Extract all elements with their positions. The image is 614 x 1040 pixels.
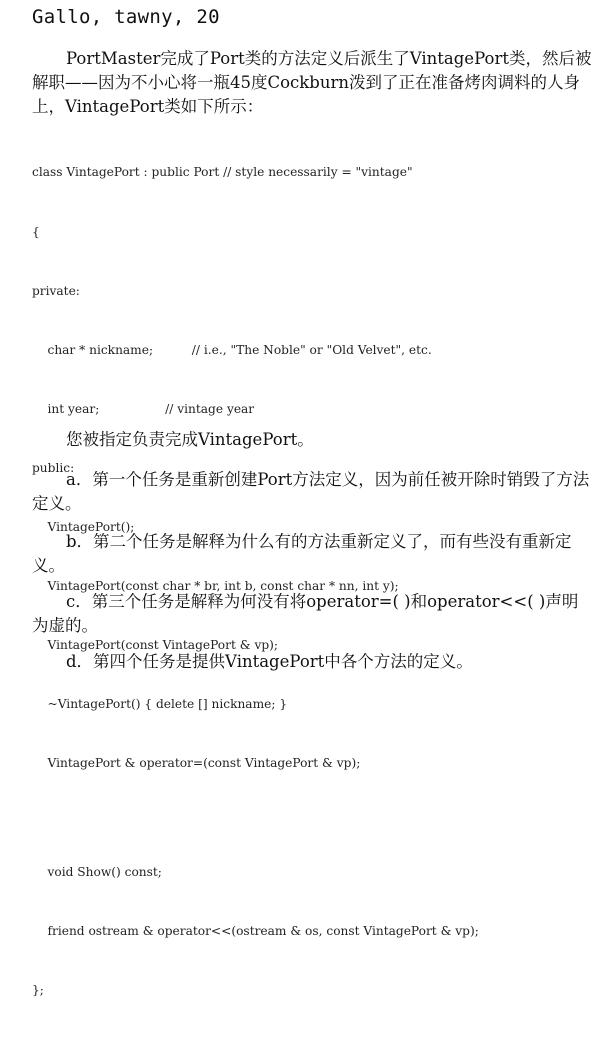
task-a-paragraph: a．第一个任务是重新创建Port方法定义，因为前任被开除时销毁了方法定义。 <box>32 470 590 513</box>
header-code-line: Gallo, tawny, 20 <box>32 6 220 28</box>
code-line: VintagePort(const char * br, int b, const char * nn, int y); <box>32 579 399 594</box>
code-line: ~VintagePort() { delete [] nickname; } <box>32 697 288 712</box>
code-line: void Show() const; <box>32 864 162 879</box>
code-line: int year; // vintage year <box>32 401 255 416</box>
code-line: }; <box>32 983 44 998</box>
code-line: class VintagePort : public Port // style necessarily = "vintage" <box>32 165 413 180</box>
assignment-paragraph: 您被指定负责完成VintagePort。 <box>66 430 314 449</box>
code-line: VintagePort & operator=(const VintagePort & vp); <box>32 756 361 771</box>
task-d-paragraph: d．第四个任务是提供VintagePort中各个方法的定义。 <box>66 652 473 671</box>
task-c-paragraph: c．第三个任务是解释为何没有将operator=( )和operator<<( )声明为虚的。 <box>32 592 579 635</box>
code-line: VintagePort(const VintagePort & vp); <box>32 638 278 653</box>
code-line: char * nickname; // i.e., "The Noble" or "Old Velvet", etc. <box>32 342 432 357</box>
code-line: friend ostream & operator<<(ostream & os, const VintagePort & vp); <box>32 923 479 938</box>
code-line: public: <box>32 460 75 475</box>
task-b-paragraph: b．第二个任务是解释为什么有的方法重新定义了，而有些没有重新定义。 <box>32 532 572 575</box>
code-line: private: <box>32 283 80 298</box>
code-line: VintagePort(); <box>32 519 135 534</box>
code-line: { <box>32 224 40 239</box>
code-gap <box>32 813 479 823</box>
code-block <box>32 124 479 1040</box>
intro-paragraph: PortMaster完成了Port类的方法定义后派生了VintagePort类，然后被解职——因为不小心将一瓶45度Cockburn泼到了正在准备烤肉调料的人身上，VintagePort类如下所示： <box>32 49 592 116</box>
